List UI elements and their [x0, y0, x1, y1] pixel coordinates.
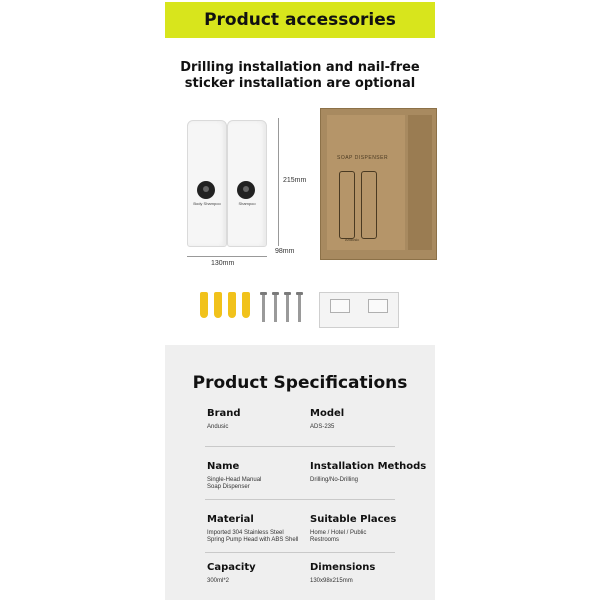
- screw: [286, 292, 289, 322]
- spec-capacity: [207, 562, 256, 585]
- spec-key: Suitable Places: [310, 514, 397, 525]
- wall-anchor: [214, 292, 222, 318]
- width-dimension-line: [187, 256, 267, 257]
- spec-key: Installation Methods: [310, 461, 427, 472]
- pump-button-icon: [237, 181, 255, 199]
- width-dimension: 130mm: [211, 260, 235, 267]
- box-outline-left: [339, 171, 355, 239]
- spec-suitable-places: [310, 514, 396, 544]
- spec-installation: [310, 461, 426, 484]
- spec-key: Capacity: [207, 562, 256, 573]
- wall-anchor: [242, 292, 250, 318]
- spec-value: Imported 304 Stainless Steel Spring Pump Head with ABS Shell: [207, 530, 299, 543]
- accessories-image: [200, 292, 400, 332]
- divider: [205, 499, 395, 500]
- spec-value: Single-Head Manual Soap Dispenser: [207, 477, 262, 490]
- screw: [298, 292, 301, 322]
- spec-material: [207, 514, 298, 544]
- accessories-banner: [165, 2, 435, 38]
- spec-key: Name: [207, 461, 240, 472]
- depth-dimension: 98mm: [275, 248, 295, 255]
- spec-brand: [207, 408, 241, 431]
- specs-title: Product Specifications: [192, 373, 408, 393]
- spec-value: Home / Hotel / Public Restrooms: [310, 530, 367, 543]
- spec-value: Drilling/No-Drilling: [310, 477, 359, 483]
- wall-anchor: [228, 292, 236, 318]
- dispenser-left: [187, 120, 227, 247]
- packaging-box: [320, 108, 437, 260]
- dispenser-right-label: Shampoo: [238, 201, 256, 206]
- spec-name: [207, 461, 261, 491]
- height-dimension-line: [278, 118, 279, 246]
- pump-button-icon: [197, 181, 215, 199]
- spec-value: 300ml*2: [207, 578, 230, 584]
- spec-value: ADS-235: [310, 424, 335, 430]
- installation-note-line-1: Drilling installation and nail-free: [180, 60, 420, 75]
- divider: [205, 552, 395, 553]
- product-image: [165, 90, 435, 275]
- spec-key: Model: [310, 408, 345, 419]
- spec-dimensions: [310, 562, 375, 585]
- dispenser-left-label: Body Shampoo: [193, 201, 221, 206]
- banner-title: Product accessories: [204, 10, 396, 30]
- spec-value: 130x98x215mm: [310, 578, 353, 584]
- box-label: SOAP DISPENSER: [337, 155, 389, 161]
- spec-key: Brand: [207, 408, 241, 419]
- box-outline-right: [361, 171, 377, 239]
- installation-note-line-2: sticker installation are optional: [184, 76, 416, 91]
- screw: [274, 292, 277, 322]
- divider: [205, 446, 395, 447]
- installation-note: [165, 60, 435, 92]
- spec-key: Dimensions: [310, 562, 376, 573]
- screw: [262, 292, 265, 322]
- spec-value: Andusic: [207, 424, 229, 430]
- box-brand: Andusic: [345, 237, 360, 242]
- wall-anchor: [200, 292, 208, 318]
- adhesive-sticker: [319, 292, 399, 328]
- height-dimension: 215mm: [283, 177, 307, 184]
- specifications-panel: [165, 345, 435, 600]
- spec-model: [310, 408, 344, 431]
- dispenser-right: [227, 120, 267, 247]
- spec-key: Material: [207, 514, 254, 525]
